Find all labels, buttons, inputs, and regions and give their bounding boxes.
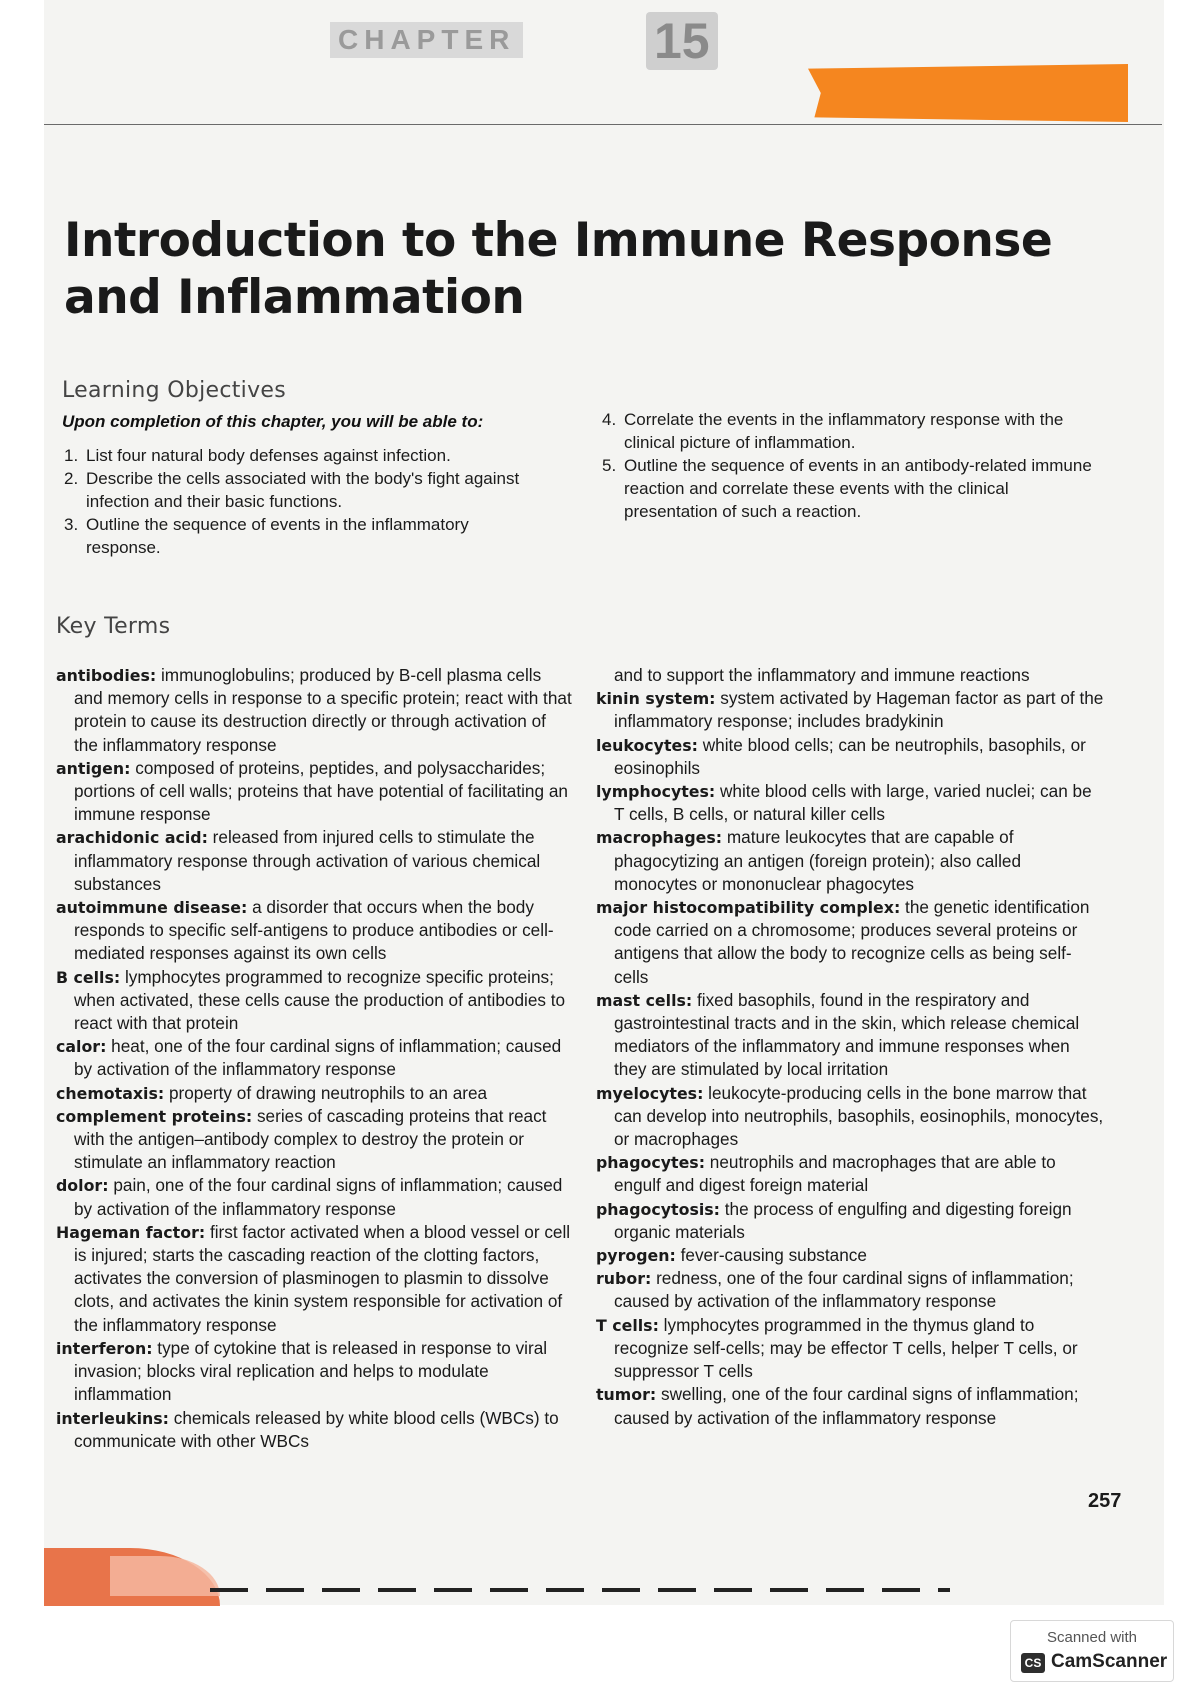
key-term-entry: [56, 1221, 572, 1337]
key-term-definition: pain, one of the four cardinal signs of inflammation; caused by activation of the inflammatory response: [74, 1175, 563, 1219]
key-term-word: phagocytes:: [596, 1153, 706, 1173]
camscanner-badge: [1010, 1620, 1174, 1682]
key-term-entry: [596, 780, 1106, 826]
key-term-entry: [596, 1267, 1106, 1313]
learning-objectives-heading: Learning Objectives: [62, 378, 286, 403]
camscanner-logo-icon: CS: [1021, 1653, 1045, 1673]
term-continuation: and to support the inflammatory and immune reactions: [614, 665, 1030, 685]
key-term-definition: the genetic identification code carried on a chromosome; produces several proteins or antigens that allow the body to recognize cells as being self-cells: [614, 897, 1090, 987]
key-term-word: mast cells:: [596, 990, 693, 1010]
key-term-word: autoimmune disease:: [56, 898, 248, 918]
key-term-entry: [56, 1407, 572, 1453]
key-term-entry: [56, 1035, 572, 1081]
key-term-definition: chemicals released by white blood cells (WBCs) to communicate with other WBCs: [74, 1407, 559, 1451]
objective-item: 1. List four natural body defenses against infection.: [64, 446, 451, 465]
key-term-word: pyrogen:: [596, 1246, 676, 1266]
key-term-entry: [596, 1314, 1106, 1384]
key-term-definition: leukocyte-producing cells in the bone marrow that can develop into neutrophils, basophils, eosinophils, monocytes, or macrophages: [614, 1082, 1104, 1150]
key-term-definition: the process of engulfing and digesting foreign organic materials: [614, 1198, 1072, 1242]
key-term-entry: [596, 989, 1106, 1082]
key-term-word: leukocytes:: [596, 735, 698, 755]
key-term-word: lymphocytes:: [596, 782, 716, 802]
key-term-word: chemotaxis:: [56, 1083, 165, 1103]
key-term-entry: [56, 664, 572, 757]
key-term-word: T cells:: [596, 1315, 659, 1335]
key-terms-heading: Key Terms: [56, 614, 171, 639]
objectives-intro: Upon completion of this chapter, you will be able to:: [62, 412, 484, 431]
key-term-definition: a disorder that occurs when the body responds to specific self-antigens to produce antibodies or cell-mediated responses against its own cells: [74, 897, 554, 964]
key-term-definition: system activated by Hageman factor as part of the inflammatory response; includes bradykinin: [614, 688, 1104, 732]
key-terms-right-column: [596, 664, 1106, 1430]
chapter-label: CHAPTER: [330, 22, 523, 58]
key-term-entry: [596, 1383, 1106, 1429]
key-term-word: interleukins:: [56, 1408, 169, 1428]
key-term-word: calor:: [56, 1037, 107, 1057]
key-term-entry: [596, 687, 1106, 733]
key-term-definition: white blood cells with large, varied nuclei; can be T cells, B cells, or natural killer cells: [614, 781, 1092, 825]
key-term-word: antigen:: [56, 758, 131, 778]
camscanner-name: CamScanner: [1051, 1651, 1168, 1672]
key-term-word: phagocytosis:: [596, 1199, 720, 1219]
objectives-list-right: [602, 408, 1092, 523]
key-term-word: kinin system:: [596, 689, 716, 709]
header-rule: [44, 124, 1162, 125]
key-term-word: antibodies:: [56, 666, 157, 685]
key-term-definition: series of cascading proteins that react with the antigen–antibody complex to destroy the protein or stimulate an inflammatory reaction: [74, 1105, 547, 1173]
objective-item: 2. Describe the cells associated with the body's fight against infection and their basic functions.: [64, 469, 520, 511]
key-term-word: major histocompatibility complex:: [596, 898, 901, 918]
key-term-definition: released from injured cells to stimulate the inflammatory response through activation of various chemical substances: [74, 827, 541, 894]
key-term-definition: first factor activated when a blood vessel or cell is injured; starts the cascading reaction of the clotting factors, activates the conversion of plasminogen to plasmin to dissolve clots, and activates the kinin system responsible for activation of the inflammatory response: [74, 1221, 571, 1335]
key-term-word: arachidonic acid:: [56, 828, 208, 848]
key-term-word: Hageman factor:: [56, 1222, 206, 1242]
key-term-word: dolor:: [56, 1176, 109, 1196]
bottom-dashed-rule: [210, 1588, 950, 1592]
chapter-title: [64, 212, 1064, 326]
key-term-definition: heat, one of the four cardinal signs of inflammation; caused by activation of the inflammatory response: [74, 1036, 562, 1080]
key-term-definition: white blood cells; can be neutrophils, basophils, or eosinophils: [614, 734, 1086, 778]
key-term-entry: [56, 1082, 572, 1105]
key-term-entry: [56, 826, 572, 896]
key-terms-left-column: [56, 664, 572, 1453]
key-term-definition: swelling, one of the four cardinal signs of inflammation; caused by activation of the inflammatory response: [614, 1384, 1079, 1428]
key-term-word: complement proteins:: [56, 1106, 253, 1126]
key-term-definition: immunoglobulins; produced by B-cell plasma cells and memory cells in response to a specific protein; react with that protein to cause its destruction directly or through activation of the inflammatory response: [74, 665, 572, 755]
chapter-title-line-2: and Inflammation: [64, 270, 525, 325]
chapter-title-line-1: Introduction to the Immune Response: [64, 213, 1053, 268]
key-term-definition: property of drawing neutrophils to an area: [164, 1082, 488, 1103]
key-term-word: macrophages:: [596, 828, 723, 848]
key-term-entry: [56, 1105, 572, 1175]
objective-item: 5. Outline the sequence of events in an antibody-related immune reaction and correlate these events with the clinical presentation of such a reaction.: [602, 456, 1092, 521]
key-term-word: tumor:: [596, 1385, 657, 1405]
key-term-entry: [596, 896, 1106, 989]
key-term-entry: [56, 757, 572, 827]
key-term-definition: lymphocytes programmed in the thymus gland to recognize self-cells; may be effector T cells, helper T cells, or suppressor T cells: [614, 1314, 1078, 1382]
key-term-entry: [56, 896, 572, 966]
key-term-entry: [596, 1151, 1106, 1197]
page-number: 257: [1088, 1490, 1122, 1512]
key-term-entry: [596, 826, 1106, 896]
key-term-definition: mature leukocytes that are capable of phagocytizing an antigen (foreign protein); also called monocytes or mononuclear phagocytes: [614, 827, 1022, 894]
chapter-number: 15: [646, 12, 718, 70]
key-term-entry: [596, 1082, 1106, 1152]
scanned-with-label: Scanned with: [1046, 1629, 1138, 1646]
key-term-definition: lymphocytes programmed to recognize specific proteins; when activated, these cells cause the production of antibodies to react with that protein: [74, 966, 566, 1034]
key-term-entry: [596, 734, 1106, 780]
key-term-entry: [56, 966, 572, 1036]
key-term-word: interferon:: [56, 1338, 153, 1358]
objective-item: 4. Correlate the events in the inflammatory response with the clinical picture of inflammation.: [602, 410, 1064, 452]
key-term-entry: [596, 1244, 1106, 1267]
key-term-definition: fixed basophils, found in the respiratory and gastrointestinal tracts and in the skin, which release chemical mediators of the inflammatory and immune responses when they are stimulated by local irritation: [614, 989, 1080, 1080]
objectives-list-left: [64, 444, 534, 559]
orange-band-decoration: [808, 64, 1128, 122]
key-term-word: B cells:: [56, 967, 121, 987]
key-term-definition: type of cytokine that is released in response to viral invasion; blocks viral replication and helps to modulate inflammation: [74, 1337, 548, 1405]
key-term-word: myelocytes:: [596, 1083, 704, 1103]
key-term-definition: redness, one of the four cardinal signs of inflammation; caused by activation of the inflammatory response: [614, 1268, 1074, 1312]
key-term-entry: [56, 1174, 572, 1220]
key-term-definition: composed of proteins, peptides, and polysaccharides; portions of cell walls; proteins that have potential of facilitating an immune response: [74, 757, 568, 825]
key-term-entry: [56, 1337, 572, 1407]
key-term-entry: [596, 1198, 1106, 1244]
key-term-definition: neutrophils and macrophages that are able to engulf and digest foreign material: [614, 1152, 1056, 1196]
objective-item: 3. Outline the sequence of events in the inflammatory response.: [64, 515, 469, 557]
key-term-definition: fever-causing substance: [675, 1245, 867, 1266]
key-term-word: rubor:: [596, 1269, 652, 1289]
